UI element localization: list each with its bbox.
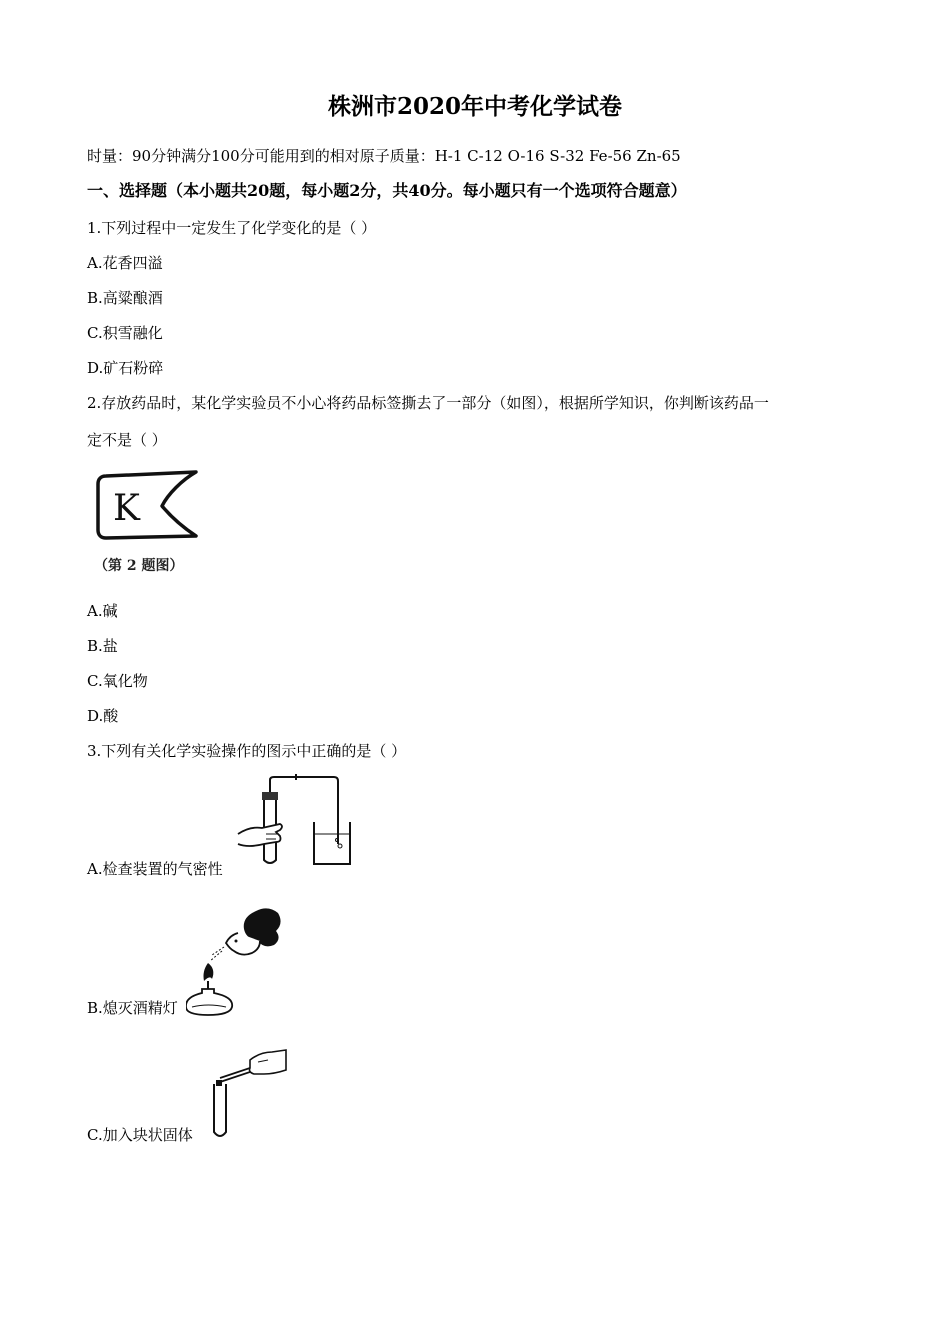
question-2-option-a: A.碱 bbox=[87, 602, 118, 620]
question-2-option-b: B.盐 bbox=[87, 637, 118, 655]
exam-meta-line: 时量：90分钟满分100分可能用到的相对原子质量：H-1 C-12 O-16 S-32 Fe-56 Zn-65 bbox=[87, 147, 681, 165]
question-3-option-c: C.加入块状固体 bbox=[87, 1126, 193, 1144]
question-1-stem: 1.下列过程中一定发生了化学变化的是（ ） bbox=[87, 219, 377, 237]
section-heading: 一、选择题（本小题共20题，每小题2分，共40分。每小题只有一个选项符合题意） bbox=[87, 181, 687, 200]
question-2-stem-line-1: 2.存放药品时，某化学实验员不小心将药品标签撕去了一部分（如图），根据所学知识，你判断该药品一 bbox=[87, 394, 769, 412]
torn-label-figure bbox=[92, 466, 212, 576]
adding-solid-to-test-tube-icon bbox=[206, 1044, 290, 1144]
question-3-option-b: B.熄灭酒精灯 bbox=[87, 999, 178, 1017]
question-2-option-c: C.氧化物 bbox=[87, 672, 148, 690]
page-title: 株洲市2020年中考化学试卷 bbox=[327, 93, 622, 120]
label-letter: K bbox=[113, 488, 140, 529]
airtightness-check-icon bbox=[236, 774, 356, 870]
question-2-option-d: D.酸 bbox=[87, 707, 119, 725]
question-1-option-b: B.高粱酿酒 bbox=[87, 289, 163, 307]
question-2-stem-line-2: 定不是（ ） bbox=[87, 431, 167, 449]
question-3-option-a: A.检查装置的气密性 bbox=[87, 860, 223, 878]
question-1-option-c: C.积雪融化 bbox=[87, 324, 163, 342]
question-1-option-a: A.花香四溢 bbox=[87, 254, 163, 272]
blowing-out-alcohol-lamp-icon bbox=[186, 905, 286, 1017]
torn-label-icon bbox=[92, 466, 212, 576]
figure-caption: （第 2 题图） bbox=[94, 558, 184, 574]
question-1-option-d: D.矿石粉碎 bbox=[87, 359, 164, 377]
question-3-stem: 3.下列有关化学实验操作的图示中正确的是（ ） bbox=[87, 742, 407, 760]
